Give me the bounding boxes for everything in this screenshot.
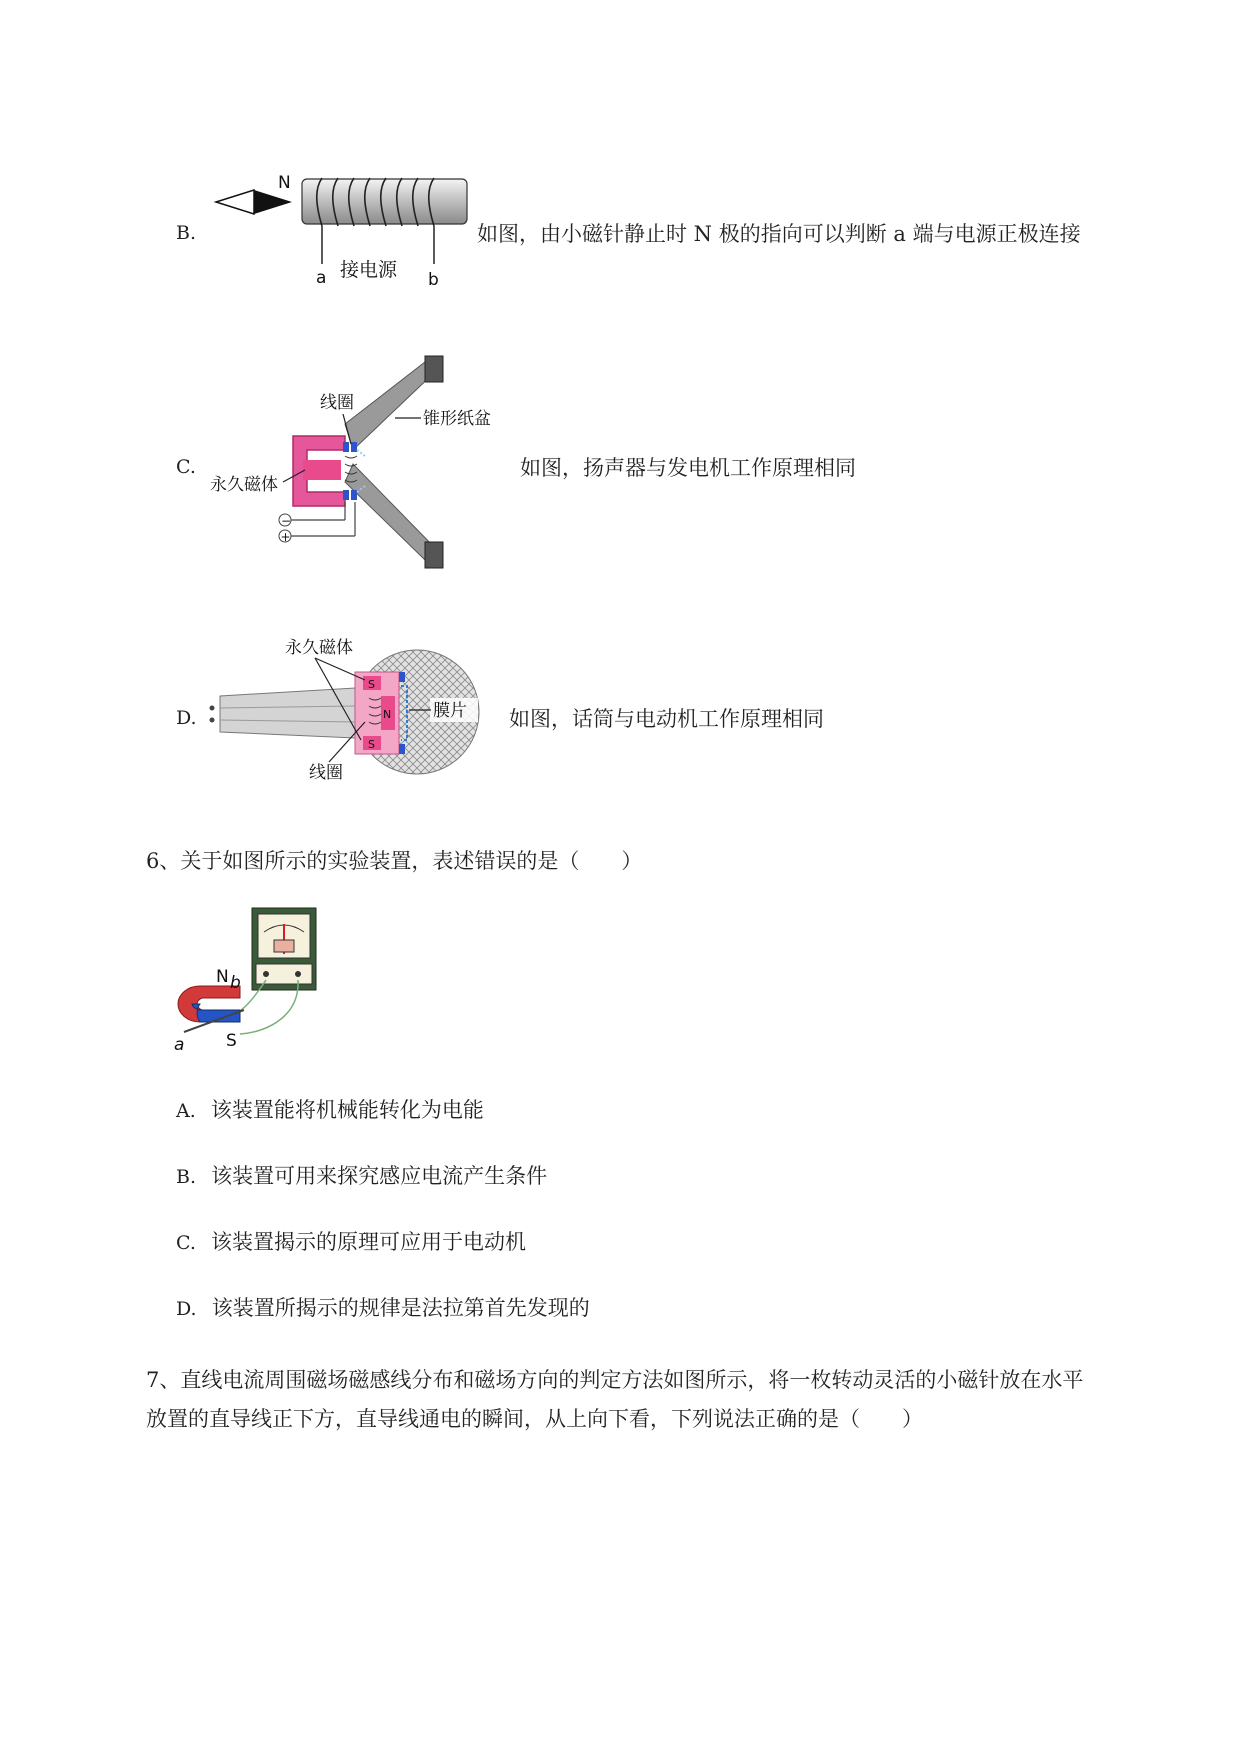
option-letter: D. [176,707,197,729]
terminal-a-label: a [316,268,327,288]
b-label: b [230,973,241,993]
plus-label: + [280,530,291,544]
pole-n-label: N [278,173,291,193]
option-d [176,1292,590,1322]
microphone-figure [205,636,505,786]
solenoid-figure [210,168,470,293]
galvanometer-experiment-figure [170,904,320,1054]
speaker-figure [205,352,515,582]
power-caption: 接电源 [340,259,398,281]
question-6-stem: 6、关于如图所示的实验装置，表述错误的是（ ） [146,849,643,873]
option-letter: A. [176,1100,196,1122]
coil-label: 线圈 [320,393,354,413]
question-7-line-2: 放置的直导线正下方，直导线通电的瞬间，从上向下看，下列说法正确的是（ ） [146,1407,923,1431]
option-letter: C. [176,456,196,478]
n-pole-mid: N [383,708,392,721]
option-b [176,1160,547,1190]
s-pole-top: S [368,678,375,691]
s-label: S [226,1031,237,1051]
n-label: N [216,967,229,987]
membrane-label: 膜片 [433,701,467,721]
option-letter: B. [176,1166,197,1188]
option-letter: D. [176,1298,197,1320]
option-a [176,1094,484,1124]
option-text: 该装置所揭示的规律是法拉第首先发现的 [211,1296,590,1320]
minus-label: − [281,514,292,528]
option-text: 该装置可用来探究感应电流产生条件 [211,1164,548,1188]
option-text: 该装置能将机械能转化为电能 [210,1098,484,1122]
option-b-text: 如图，由小磁针静止时 N 极的指向可以判断 a 端与电源正极连接 [477,222,1081,246]
option-c [176,1226,526,1256]
s-pole-bottom: S [368,738,375,751]
option-letter: B. [176,222,197,244]
terminal-b-label: b [428,270,439,290]
a-label: a [174,1035,185,1054]
coil-label: 线圈 [309,763,343,783]
option-d-text: 如图，话筒与电动机工作原理相同 [509,707,824,731]
option-letter: C. [176,1232,196,1254]
option-c-text: 如图，扬声器与发电机工作原理相同 [520,456,856,480]
magnet-label: 永久磁体 [285,638,353,658]
question-7-line-1: 7、直线电流周围磁场磁感线分布和磁场方向的判定方法如图所示，将一枚转动灵活的小磁针放在水平 [146,1368,1084,1392]
option-text: 该装置揭示的原理可应用于电动机 [211,1230,526,1254]
magnet-label: 永久磁体 [210,475,278,495]
cone-label: 锥形纸盆 [423,409,491,429]
